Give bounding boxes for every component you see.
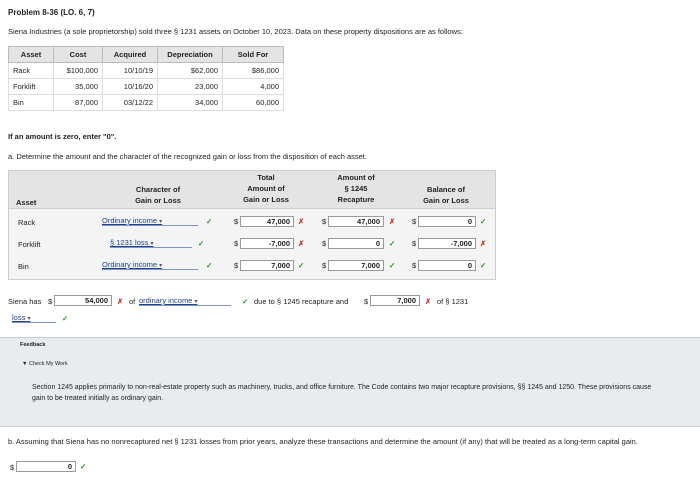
header-line: Amount of [337,173,375,182]
select-value: Ordinary income [102,260,158,269]
dollar-sign: $ [364,297,369,306]
table-cell: Rack [9,63,54,79]
col-header-sold-for: Sold For [223,47,284,63]
dollar-sign: $ [412,261,417,270]
table-cell: 10/10/19 [103,63,158,79]
table-cell: 60,000 [223,95,284,111]
character-select-forklift[interactable] [110,238,192,248]
part-a-instruction: a. Determine the amount and the character of the recognized gain or loss from the disposition of each asset. [8,152,367,161]
recapture-input-forklift[interactable]: 0 [328,238,384,249]
check-icon: ✓ [242,297,249,306]
grid-header-asset: Asset [16,198,37,207]
check-icon: ✓ [62,314,69,323]
table-row [9,79,284,95]
summary-of-1231: of § 1231 [437,297,469,306]
grid-header-1245 [318,172,394,205]
table-row [9,63,284,79]
feedback-label: Feedback [20,342,46,348]
grid-header-total [228,172,304,205]
chevron-down-icon: ▾ [159,263,163,269]
dollar-sign: $ [412,239,417,248]
table-cell: 35,000 [54,79,103,95]
balance-input-rack[interactable]: 0 [418,216,476,227]
part-b-instruction: b. Assuming that Siena has no nonrecaptured net § 1231 losses from prior years, analyze these transactions and determine the amount (if any) that will be treated as a long-term capital gain. [8,437,638,446]
x-icon: ✗ [298,217,305,226]
dollar-sign: $ [322,239,327,248]
problem-intro: Siena Industries (a sole proprietorship) sold three § 1231 assets on October 10, 2023. Data on these property dispositions are as follows: [8,27,463,36]
feedback-text: Section 1245 applies primarily to non-real-estate property such as machinery, trucks, and office furniture. The Code contains two major recapture provisions, §§ 1245 and 1250. These provisions cause gain to be treated initially as ordinary gain. [32,384,652,402]
header-line: Gain or Loss [423,196,469,205]
table-cell: Forklift [9,79,54,95]
select-value: Ordinary income [102,216,158,225]
table-cell: $86,000 [223,63,284,79]
dollar-sign: $ [322,217,327,226]
select-value: loss [12,313,26,322]
table-row [9,95,284,111]
total-gain-input-forklift[interactable]: -7,000 [240,238,294,249]
header-line: Balance of [427,185,465,194]
row-asset-forklift: Forklift [18,240,41,249]
check-icon: ✓ [298,261,305,270]
check-icon: ✓ [480,261,487,270]
header-line: Total [257,173,275,182]
summary-prefix: Siena has [8,297,42,306]
check-my-work-toggle[interactable]: ▼ Check My Work [22,361,68,367]
total-gain-input-rack[interactable]: 47,000 [240,216,294,227]
col-header-cost: Cost [54,47,103,63]
check-icon: ✓ [206,261,213,270]
dollar-sign: $ [234,239,239,248]
dollar-sign: $ [48,297,53,306]
x-icon: ✗ [389,217,396,226]
problem-title: Problem 8-36 (LO. 6, 7) [8,8,95,17]
dollar-sign: $ [234,217,239,226]
table-cell: 4,000 [223,79,284,95]
header-line: § 1245 [344,184,368,193]
balance-input-forklift[interactable]: -7,000 [418,238,476,249]
x-icon: ✗ [480,239,487,248]
dollar-sign: $ [234,261,239,270]
select-value: § 1231 loss [110,238,149,247]
table-cell: Bin [9,95,54,111]
check-icon: ✓ [389,261,396,270]
asset-data-table [8,46,284,111]
table-cell: 10/16/20 [103,79,158,95]
zero-note: If an amount is zero, enter "0". [8,132,117,141]
check-icon: ✓ [389,239,396,248]
col-header-acquired: Acquired [103,47,158,63]
summary-amount-input[interactable]: 54,000 [54,295,112,306]
table-cell: 03/12/22 [103,95,158,111]
balance-input-bin[interactable]: 0 [418,260,476,271]
long-term-capital-gain-input[interactable]: 0 [16,461,76,472]
table-cell: $100,000 [54,63,103,79]
summary-of: of [129,297,136,306]
chevron-down-icon: ▾ [150,241,154,247]
chevron-down-icon: ▾ [27,316,31,322]
recapture-input-rack[interactable]: 47,000 [328,216,384,227]
dollar-sign: $ [10,463,15,472]
gain-type-select[interactable] [139,296,231,306]
header-line: Recapture [337,195,375,204]
check-icon: ✓ [198,239,205,248]
character-select-bin[interactable] [102,260,198,270]
col-header-depreciation: Depreciation [158,47,223,63]
table-cell: 87,000 [54,95,103,111]
summary-1231-input[interactable]: 7,000 [370,295,420,306]
header-line: Gain or Loss [243,195,289,204]
table-cell: 34,000 [158,95,223,111]
chevron-down-icon: ▾ [194,299,198,305]
table-cell: 23,000 [158,79,223,95]
header-line: Amount of [247,184,285,193]
grid-header-balance [408,184,484,206]
row-asset-bin: Bin [18,262,29,271]
recapture-input-bin[interactable]: 7,000 [328,260,384,271]
x-icon: ✗ [425,297,432,306]
summary-due-text: due to § 1245 recapture and [254,297,349,306]
row-asset-rack: Rack [18,218,36,227]
x-icon: ✗ [298,239,305,248]
check-icon: ✓ [206,217,213,226]
character-select-rack[interactable] [102,216,198,226]
check-icon: ✓ [80,462,87,471]
chevron-down-icon: ▾ [159,219,163,225]
dollar-sign: $ [412,217,417,226]
select-value: ordinary income [139,296,193,305]
header-line: Character of [135,185,181,194]
col-header-asset: Asset [9,47,54,63]
total-gain-input-bin[interactable]: 7,000 [240,260,294,271]
grid-header-character [118,184,198,206]
table-cell: $62,000 [158,63,223,79]
dollar-sign: $ [322,261,327,270]
check-icon: ✓ [480,217,487,226]
x-icon: ✗ [117,297,124,306]
loss-select[interactable] [12,313,56,323]
header-line: Gain or Loss [135,196,181,205]
